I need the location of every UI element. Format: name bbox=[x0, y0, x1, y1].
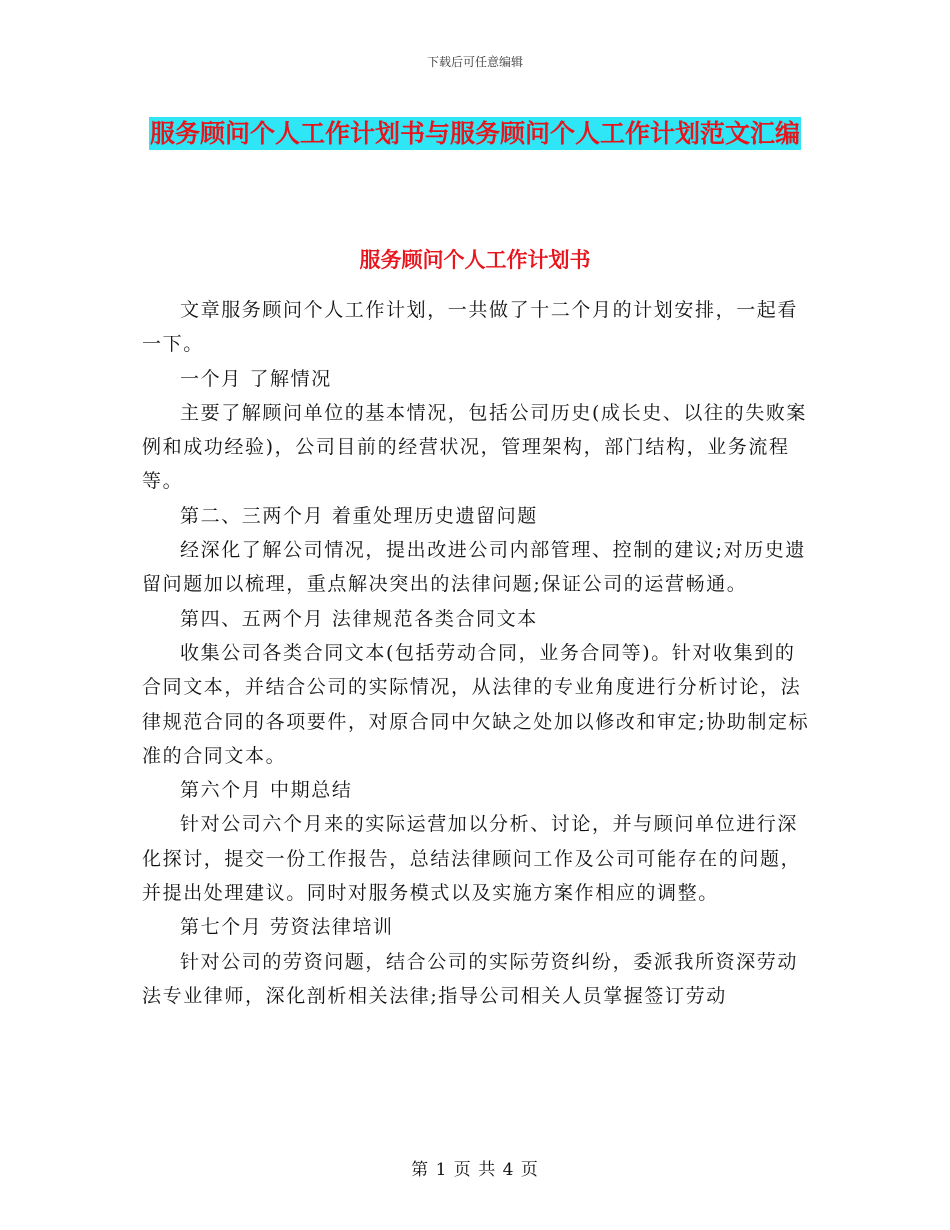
document-body bbox=[142, 293, 810, 1013]
paragraph-heading: 第七个月 劳资法律培训 bbox=[180, 916, 394, 939]
paragraph-heading: 第四、五两个月 法律规范各类合同文本 bbox=[180, 607, 538, 630]
paragraph-heading: 一个月 了解情况 bbox=[180, 367, 332, 390]
paragraph: 针对公司的劳资问题，结合公司的实际劳资纠纷，委派我所资深劳动法专业律师，深化剖析相关法律;指导公司相关人员掌握签订劳动 bbox=[142, 950, 799, 1007]
document-title bbox=[140, 110, 810, 158]
document-title-text: 服务顾问个人工作计划书与服务顾问个人工作计划范文汇编 bbox=[149, 119, 800, 148]
paragraph-heading: 第六个月 中期总结 bbox=[180, 779, 353, 802]
paragraph: 经深化了解公司情况，提出改进公司内部管理、控制的建议;对历史遗留问题加以梳理，重点解决突出的法律问题;保证公司的运营畅通。 bbox=[142, 539, 807, 596]
paragraph-heading: 第二、三两个月 着重处理历史遗留问题 bbox=[180, 504, 538, 527]
paragraph: 针对公司六个月来的实际运营加以分析、讨论，并与顾问单位进行深化探讨，提交一份工作报告，总结法律顾问工作及公司可能存在的问题，并提出处理建议。同时对服务模式以及实施方案作相应的调整。 bbox=[142, 813, 802, 905]
section-title: 服务顾问个人工作计划书 bbox=[359, 248, 591, 272]
page-header: 下载后可任意编辑 bbox=[426, 55, 523, 69]
paragraph: 主要了解顾问单位的基本情况，包括公司历史(成长史、以往的失败案例和成功经验)，公司目前的经营状况，管理架构，部门结构，业务流程等。 bbox=[142, 401, 808, 493]
paragraph: 收集公司各类合同文本(包括劳动合同，业务合同等)。针对收集到的合同文本，并结合公司的实际情况，从法律的专业角度进行分析讨论，法律规范合同的各项要件，对原合同中欠缺之处加以修改和审定;协助制定标准的合同文本。 bbox=[142, 641, 810, 767]
paragraph: 文章服务顾问个人工作计划，一共做了十二个月的计划安排，一起看一下。 bbox=[142, 299, 799, 356]
page-footer: 第 1 页 共 4 页 bbox=[411, 1160, 539, 1180]
